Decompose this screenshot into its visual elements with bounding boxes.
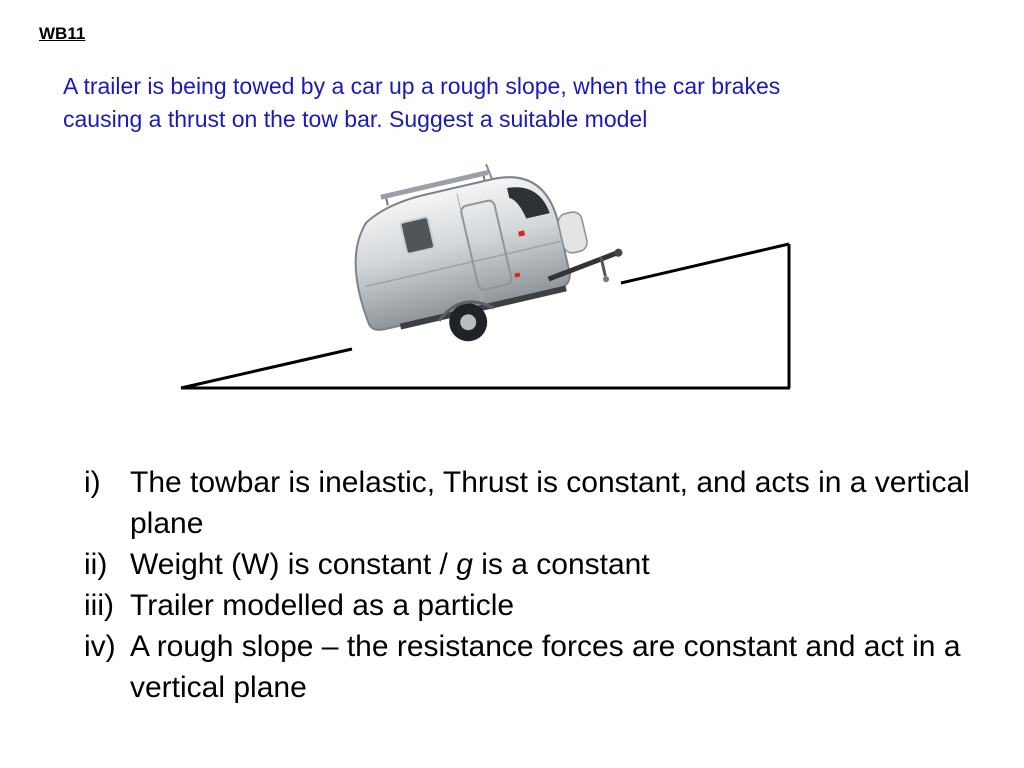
list-item xyxy=(84,544,984,585)
list-item xyxy=(84,626,984,708)
list-item-number: iii) xyxy=(84,589,114,622)
gravity-symbol: g xyxy=(456,548,473,581)
caravan-trailer-icon xyxy=(338,139,635,363)
slope-hypotenuse-upper xyxy=(621,244,789,283)
slope-hypotenuse-lower xyxy=(181,349,352,388)
question-line-1: A trailer is being towed by a car up a rough slope, when the car brakes xyxy=(63,73,781,99)
list-item xyxy=(84,462,984,544)
list-item xyxy=(84,585,984,626)
model-assumptions-list xyxy=(84,462,984,708)
list-item-number: iv) xyxy=(84,630,116,663)
list-item-number: ii) xyxy=(84,548,108,581)
list-item-text: The towbar is inelastic, Thrust is constant, and acts in a vertical plane xyxy=(130,466,970,540)
list-item-text: A rough slope – the resistance forces are constant and act in a vertical plane xyxy=(130,630,961,704)
list-item-text: Trailer modelled as a particle xyxy=(130,589,515,622)
list-item-text-before: Weight (W) is constant / xyxy=(130,548,457,581)
list-item-text-after: is a constant xyxy=(472,548,650,581)
list-item-number: i) xyxy=(84,466,101,499)
list-item-text xyxy=(130,544,984,585)
slide-label: WB11 xyxy=(39,24,86,43)
question-line-2: causing a thrust on the tow bar. Suggest a suitable model xyxy=(63,106,648,132)
